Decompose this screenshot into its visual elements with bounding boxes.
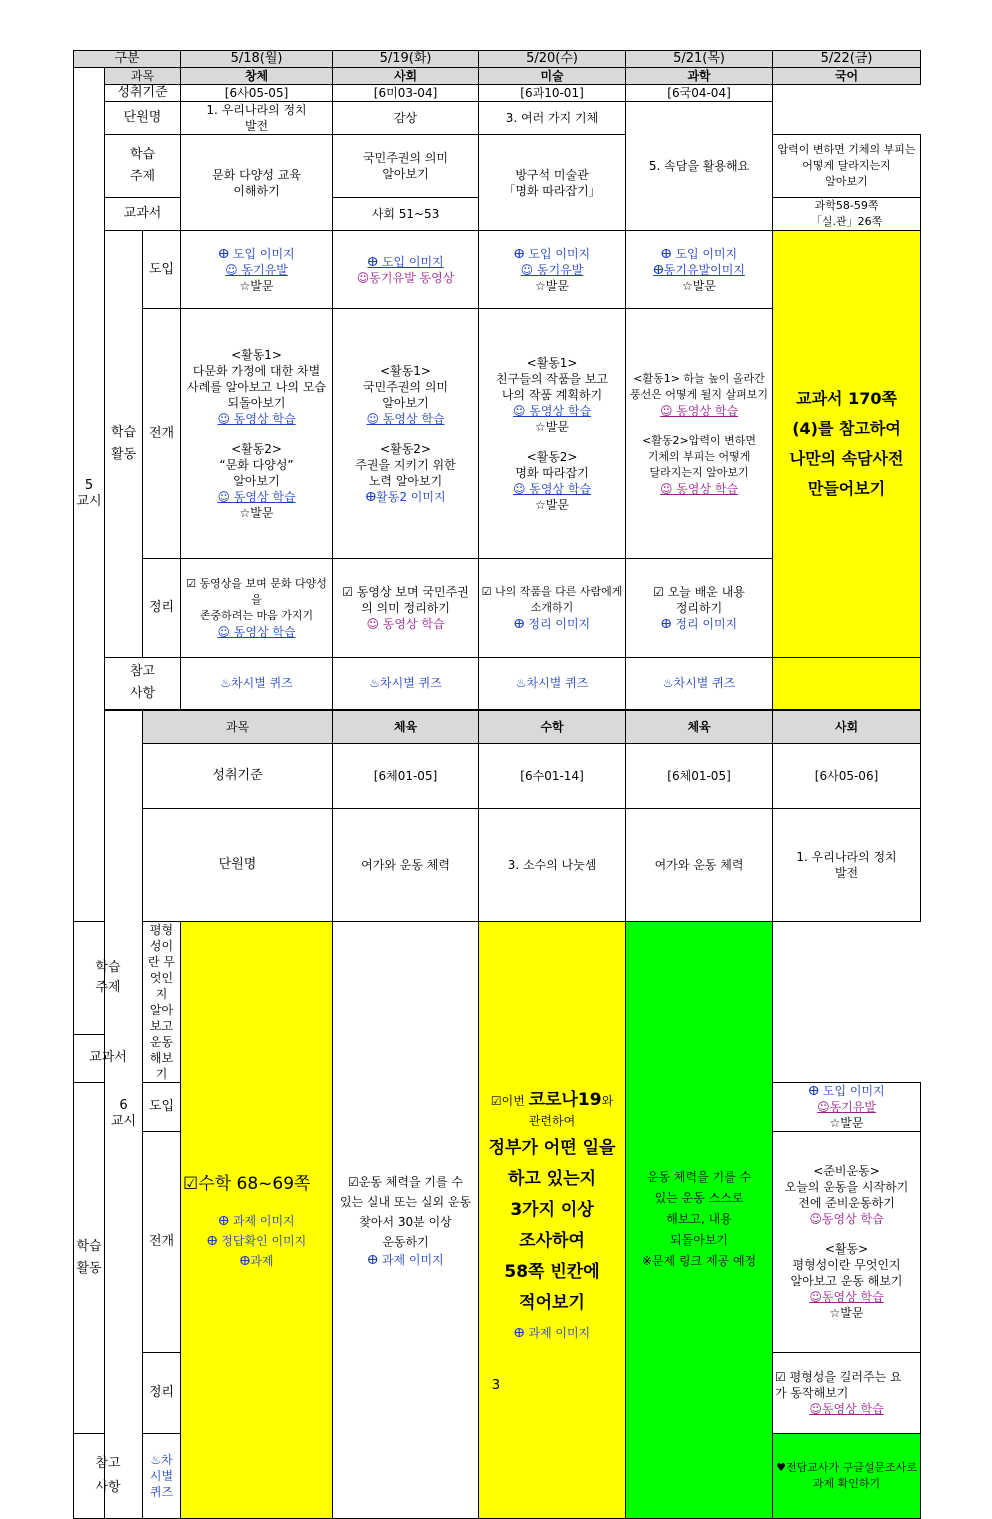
label-activity: 학습 활동 [74, 1082, 105, 1433]
p5-subject-tue: 사회 [333, 68, 479, 85]
intro-image-link[interactable]: ⴲ 도입 이미지 [808, 1083, 885, 1098]
wrapup-text: ☑ 나의 작품을 다른 사람에게 소개하기 [481, 585, 623, 614]
activity1-heading: <활동1> [380, 363, 431, 378]
question-prompt: ☆발문 [829, 1305, 864, 1320]
label-unit: 단원명 [105, 102, 181, 135]
p6-subject-row [74, 710, 921, 744]
label-unit: 단원명 [143, 808, 333, 921]
video-lesson-link[interactable]: ☺동영상 학습 [809, 1211, 884, 1226]
video-lesson-link[interactable]: ☺ 동영상 학습 [217, 625, 296, 639]
p5-unit-thu: 3. 여러 가지 기체 [479, 102, 626, 135]
video-lesson-link[interactable]: ☺동영상 학습 [809, 1289, 884, 1304]
question-prompt: ☆발문 [535, 497, 569, 512]
video-lesson-link[interactable]: ☺동영상 학습 [809, 1401, 884, 1416]
question-prompt: ☆발문 [239, 505, 274, 520]
p5-subject-thu: 과학 [626, 68, 773, 85]
quiz-link[interactable]: ♨차시별 퀴즈 [181, 658, 333, 710]
wrapup-image-link[interactable]: ⴲ 정리 이미지 [513, 617, 591, 631]
page-number: 3 [491, 1378, 501, 1393]
activity2-heading: <활동2> [526, 449, 578, 464]
p6-standard-thu: [6사05-06] [773, 743, 921, 808]
p5-subject-mon: 창체 [181, 68, 333, 85]
p6-fri-note: ♥전담교사가 구글설문조사로 과제 확인하기 [773, 1433, 921, 1518]
label-intro: 도입 [143, 231, 181, 309]
label-wrapup: 정리 [143, 1352, 181, 1433]
p5-topic-wed: 방구석 미술관 「명화 따라잡기」 [479, 135, 626, 231]
label-note: 참고 사항 [105, 658, 181, 710]
video-lesson-link[interactable]: ☺ 동영상 학습 [217, 489, 296, 504]
p5-intro-tue [333, 231, 479, 309]
p5-textbook-tue: 사회 51~53 [333, 198, 479, 231]
p6-subject-wed: 체육 [626, 710, 773, 744]
answer-check-image-link[interactable]: ⴲ 정답확인 이미지 [206, 1233, 307, 1248]
video-lesson-link[interactable]: ☺ 동영상 학습 [366, 411, 445, 426]
activity-heading: <활동> [824, 1241, 869, 1256]
quiz-link[interactable]: ♨차시별 퀴즈 [143, 1433, 181, 1518]
p6-tue-main: ☑수학 68~69쪽 [183, 1173, 311, 1194]
p6-intro-mon [773, 1082, 921, 1131]
intro-image-link[interactable]: ⴲ 도입 이미지 [218, 246, 295, 261]
label-topic: 학습 주제 [74, 921, 143, 1035]
p5-activity-fri [773, 231, 921, 658]
intro-image-link[interactable]: ⴲ 도입 이미지 [513, 246, 591, 261]
p6-thu-covid: 코로나19 [528, 1090, 602, 1110]
label-note: 참고 사항 [74, 1433, 143, 1518]
p5-unit-row [74, 102, 921, 135]
wrapup-text: ☑ 오늘 배운 내용 정리하기 [653, 585, 745, 615]
activity1-text: 친구들의 작품을 보고 나의 작품 계획하기 [496, 371, 609, 402]
p6-unit-thu: 1. 우리나라의 정치 발전 [773, 808, 921, 921]
p6-thu-line2: 관련하여 [528, 1114, 576, 1128]
p5-standard-tue: [6사05-05] [181, 85, 333, 102]
p6-unit-row [74, 808, 921, 921]
quiz-link[interactable]: ♨차시별 퀴즈 [333, 658, 479, 710]
wrapup-image-link[interactable]: ⴲ 정리 이미지 [660, 617, 738, 631]
p6-unit-mon: 여가와 운동 체력 [333, 808, 479, 921]
wrapup-text: ☑ 평형성을 길러주는 요 가 동작해보기 [775, 1369, 902, 1400]
header-day-tue: 5/19(화) [333, 51, 479, 68]
label-develop: 전개 [143, 309, 181, 559]
p5-standard-wed: [6미03-04] [333, 85, 479, 102]
period-5-label: 5 교시 [74, 68, 105, 922]
p5-intro-thu [626, 231, 773, 309]
label-develop: 전개 [143, 1131, 181, 1352]
p6-fri-text: 운동 체력을 기를 수 있는 운동 스스로 해보고, 내용 되돌아보기 [646, 1170, 752, 1247]
p6-fri-remark: ※문제 링크 제공 예정 [641, 1254, 757, 1268]
assignment-image-link[interactable]: ⴲ 과제 이미지 [513, 1326, 591, 1340]
motivation-video-link[interactable]: ☺동기유발 동영상 [356, 270, 455, 285]
label-intro: 도입 [143, 1082, 181, 1131]
p5-unit-tue: 1. 우리나라의 정치 발전 [181, 102, 333, 135]
quiz-link[interactable]: ♨차시별 퀴즈 [479, 658, 626, 710]
p6-thu-cell [479, 921, 626, 1518]
p6-develop-mon [773, 1131, 921, 1352]
p6-wed-text: ☑운동 체력을 기를 수 있는 실내 또는 실외 운동 찾아서 30분 이상 운동하기 [339, 1174, 472, 1249]
p6-thu-post: 와 [601, 1094, 614, 1108]
activity1-heading: <활동1> [231, 347, 282, 362]
activity2-heading: <활동2> [380, 441, 431, 456]
assignment-image-link[interactable]: ⴲ 과제 이미지 [218, 1213, 295, 1228]
label-subject: 과목 [143, 710, 333, 744]
wrapup-text: ☑ 동영상 보며 국민주권 의 의미 정리하기 [342, 585, 469, 615]
video-lesson-link[interactable]: ☺ 동영상 학습 [366, 617, 445, 631]
p5-develop-thu [626, 309, 773, 559]
activity2-heading: <활동2> [231, 441, 282, 456]
p6-standard-wed: [6체01-05] [626, 743, 773, 808]
p6-standard-row [74, 743, 921, 808]
assignment-link[interactable]: ⴲ과제 [239, 1253, 274, 1268]
activity1-text: <활동1> 하늘 높이 올라간 풍선은 어떻게 될지 살펴보기 [630, 371, 769, 401]
intro-image-link[interactable]: ⴲ 도입 이미지 [660, 246, 738, 261]
motivation-link[interactable]: ☺동기유발 [817, 1099, 876, 1114]
label-wrapup: 정리 [143, 559, 181, 658]
p5-subject-row [74, 68, 921, 85]
p6-tue-cell [181, 921, 333, 1518]
label-topic: 학습 주제 [105, 135, 181, 198]
p6-topic-mon: 평형성이란 무엇인지 알아보고 운동 해보기 [143, 921, 181, 1082]
p6-wed-cell [333, 921, 479, 1518]
p6-topic-row [74, 921, 921, 1035]
p5-wrapup-wed [479, 559, 626, 658]
header-category: 구분 [74, 51, 181, 68]
p5-standard-row [74, 85, 921, 102]
motivation-image-link[interactable]: ⴲ동기유발이미지 [653, 262, 745, 277]
video-lesson-link[interactable]: ☺ 동영상 학습 [217, 411, 296, 426]
activity2-text: <활동2>압력이 변하면 기체의 부피는 어떻게 달라지는지 알아보기 [642, 433, 756, 479]
label-activity: 학습 활동 [105, 231, 143, 658]
p5-topic-row [74, 135, 921, 198]
header-day-wed: 5/20(수) [479, 51, 626, 68]
assignment-image-link[interactable]: ⴲ 과제 이미지 [367, 1252, 444, 1267]
p6-standard-mon: [6체01-05] [333, 743, 479, 808]
p5-unit-wed: 감상 [333, 102, 479, 135]
warmup-heading: <준비운동> [813, 1163, 880, 1178]
p5-topic-tue: 국민주권의 의미 알아보기 [333, 135, 479, 198]
header-day-mon: 5/18(월) [181, 51, 333, 68]
header-day-fri: 5/22(금) [773, 51, 921, 68]
activity-text: 평형성이란 무엇인지 알아보고 운동 해보기 [790, 1257, 903, 1288]
p6-subject-tue: 수학 [479, 710, 626, 744]
weekly-schedule-table [73, 50, 921, 1519]
p6-thu-big: 정부가 어떤 일을 하고 있는지 3가지 이상 조사하여 58쪽 빈칸에 적어보기 [488, 1138, 616, 1313]
video-lesson-link[interactable]: ☺ 동영상 학습 [512, 481, 592, 496]
p5-intro-mon [181, 231, 333, 309]
activity2-image-link[interactable]: ⴲ활동2 이미지 [365, 489, 446, 504]
video-lesson-link[interactable]: ☺ 동영상 학습 [512, 403, 592, 418]
label-subject: 과목 [105, 68, 181, 85]
activity2-text: “문화 다양성” 알아보기 [219, 457, 294, 488]
p6-subject-mon: 체육 [333, 710, 479, 744]
p6-unit-tue: 3. 소수의 나눗셈 [479, 808, 626, 921]
p5-develop-tue [333, 309, 479, 559]
question-prompt: ☆발문 [682, 278, 716, 293]
motivation-link[interactable]: ☺ 동기유발 [225, 262, 288, 277]
p5-fri-activity-text: 교과서 170쪽 (4)를 참고하여 나만의 속담사전 만들어보기 [789, 389, 904, 498]
question-prompt: ☆발문 [829, 1115, 864, 1130]
activity2-text: 주권을 지키기 위한 노력 알아보기 [355, 457, 456, 488]
p5-intro-wed [479, 231, 626, 309]
activity1-heading: <활동1> [526, 355, 578, 370]
wrapup-text: ☑ 동영상을 보며 문화 다양성을 존중하려는 마음 가지기 [186, 577, 327, 622]
p6-standard-tue: [6수01-14] [479, 743, 626, 808]
p5-standard-fri: [6국04-04] [626, 85, 773, 102]
video-lesson-link[interactable]: ☺ 동영상 학습 [659, 403, 739, 418]
question-prompt: ☆발문 [535, 278, 569, 293]
motivation-link[interactable]: ☺ 동기유발 [520, 262, 584, 277]
quiz-link[interactable]: ♨차시별 퀴즈 [626, 658, 773, 710]
label-textbook: 교과서 [105, 198, 181, 231]
p6-subject-thu: 사회 [773, 710, 921, 744]
p5-wrapup-thu [626, 559, 773, 658]
p5-wrapup-tue [333, 559, 479, 658]
p5-topic-mon: 문화 다양성 교육 이해하기 [181, 135, 333, 231]
activity1-text: 국민주권의 의미 알아보기 [363, 379, 449, 410]
p5-note-row [74, 658, 921, 710]
p5-develop-mon [181, 309, 333, 559]
p5-standard-thu: [6과10-01] [479, 85, 626, 102]
header-day-thu: 5/21(목) [626, 51, 773, 68]
activity2-text: 명화 따라잡기 [515, 465, 589, 480]
video-lesson-link[interactable]: ☺ 동영상 학습 [659, 481, 739, 496]
p5-wrapup-mon [181, 559, 333, 658]
p6-fri-cell [626, 921, 773, 1518]
intro-image-link[interactable]: ⴲ 도입 이미지 [367, 254, 444, 269]
label-textbook: 교과서 [74, 1035, 143, 1082]
p5-subject-fri: 국어 [773, 68, 921, 85]
period-6-label: 6 교시 [105, 710, 143, 1519]
label-standard: 성취기준 [105, 85, 181, 102]
p5-intro-row [74, 231, 921, 309]
activity1-text: 다문화 가정에 대한 차별 사례를 알아보고 나의 모습 되돌아보기 [187, 363, 327, 410]
warmup-text: 오늘의 운동을 시작하기 전에 준비운동하기 [784, 1179, 909, 1210]
question-prompt: ☆발문 [535, 419, 569, 434]
p5-subject-wed: 미술 [479, 68, 626, 85]
p5-textbook-thu: 과학58-59쪽 「실.관」26쪽 [773, 198, 921, 231]
p5-topic-thu: 압력이 변하면 기체의 부피는 어떻게 달라지는지 알아보기 [773, 135, 921, 198]
header-row [74, 51, 921, 68]
p5-topic-fri: 5. 속담을 활용해요 [626, 102, 773, 231]
p6-thu-pre: ☑이번 [490, 1094, 525, 1108]
p5-develop-wed [479, 309, 626, 559]
label-standard: 성취기준 [143, 743, 333, 808]
p6-unit-wed: 여가와 운동 체력 [626, 808, 773, 921]
question-prompt: ☆발문 [239, 278, 274, 293]
